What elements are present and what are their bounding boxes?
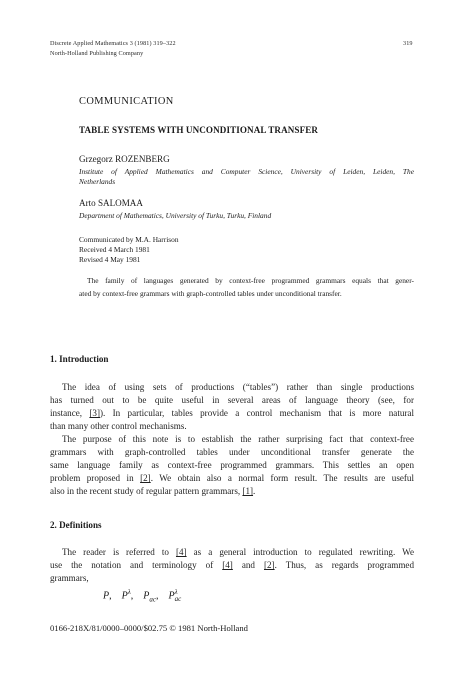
section-heading: 1. Introduction	[50, 354, 109, 364]
paragraph	[50, 381, 414, 433]
formula-symbol: P	[103, 590, 110, 602]
formula-symbol: P	[121, 590, 128, 602]
paragraph-line: The idea of using sets of productions (“tables”) rather than single productions	[62, 382, 414, 392]
formula-superscript: λ	[127, 588, 131, 596]
paragraph-line: The reader is referred to [4] as a general introduction to regulated rewriting. We	[62, 547, 414, 557]
author-affiliation-cont: Netherlands	[79, 177, 116, 186]
communicated-by: Communicated by M.A. Harrison	[79, 235, 179, 244]
formula-superscript: λ	[174, 588, 178, 597]
author-affiliation: Department of Mathematics, University of Turku, Turku, Finland	[79, 211, 272, 220]
footer-copyright: 0166-218X/81/0000–0000/$02.75 © 1981 North-Holland	[50, 623, 248, 633]
paragraph-line: has turned out to be quite useful in several areas of language theory (see, for	[50, 395, 414, 405]
paragraph	[50, 546, 414, 585]
revised-date: Revised 4 May 1981	[79, 255, 141, 264]
author-affiliation: Institute of Applied Mathematics and Computer Science, University of Leiden, Leiden, The	[79, 167, 414, 176]
paragraph-line: use the notation and terminology of [4] and [2]. Thus, as regards programmed	[50, 560, 414, 570]
paragraph-line: same language family as context-free programmed grammars. This settles an open	[50, 460, 414, 470]
section-heading: 2. Definitions	[50, 520, 102, 530]
paragraph-line: than many other control mechanisms.	[50, 421, 187, 431]
page-number: 319	[403, 40, 413, 47]
author-name: Arto SALOMAA	[79, 198, 143, 208]
formula-symbol: P	[143, 590, 150, 602]
author-name: Grzegorz ROZENBERG	[79, 154, 170, 164]
journal-citation: Discrete Applied Mathematics 3 (1981) 319–322	[50, 40, 176, 47]
paragraph-line: The purpose of this note is to establish the rather surprising fact that context-free	[62, 434, 414, 444]
paragraph-line: grammars,	[50, 573, 89, 583]
publisher-line: North-Holland Publishing Company	[50, 50, 144, 57]
paper-title: TABLE SYSTEMS WITH UNCONDITIONAL TRANSFER	[79, 125, 319, 135]
paragraph-line: also in the recent study of regular pattern grammars, [1].	[50, 486, 256, 496]
formula-symbol: P	[168, 590, 175, 602]
formula-subscript: ac	[174, 595, 182, 604]
paragraph-line: instance, [3]). In particular, tables provide a control mechanism that is more natural	[50, 408, 414, 418]
paragraph-line: problem proposed in [2]. We obtain also a normal form result. The results are useful	[50, 473, 414, 483]
abstract-line: ated by context-free grammars with graph-controlled tables under unconditional transfer.	[79, 289, 342, 298]
formula: P, $P^\lambda$, $P_{ac}$, P λ ac	[103, 588, 182, 604]
paragraph-line: grammars with graph-controlled tables under unconditional transfer generate the	[50, 447, 414, 457]
received-date: Received 4 March 1981	[79, 245, 150, 254]
formula-subscript: ac	[149, 595, 156, 604]
paragraph	[50, 433, 414, 498]
section-label: COMMUNICATION	[79, 96, 174, 107]
abstract-line: The family of languages generated by context-free programmed grammars equals that gener-	[87, 276, 414, 285]
